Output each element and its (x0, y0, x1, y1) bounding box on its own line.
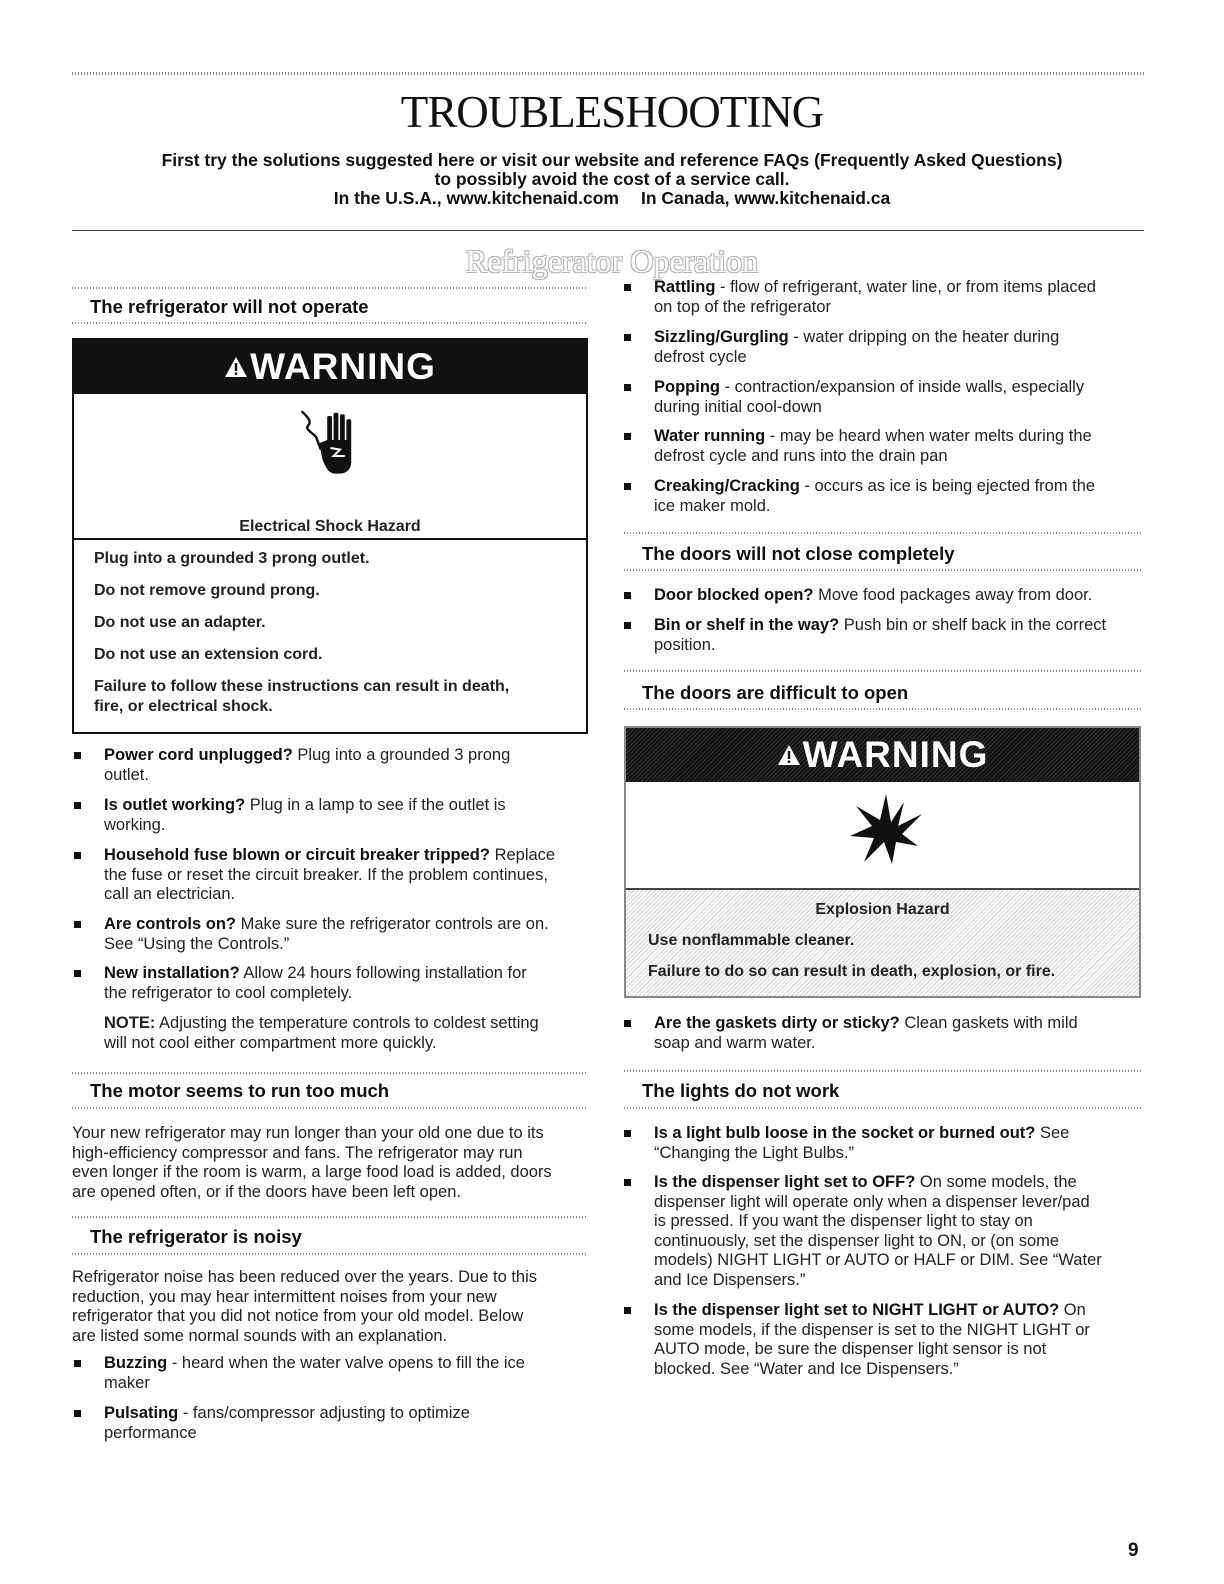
list-item: Is outlet working? Plug in a lamp to see if the outlet is working. (72, 796, 592, 835)
warning-line-4: Do not use an extension cord. (94, 646, 323, 663)
heading-rule-bottom (624, 708, 1141, 710)
list-item: New installation? Allow 24 hours following installation for the refrigerator to cool completely. (72, 964, 592, 1003)
list-item: Pulsating - fans/compressor adjusting to optimize performance (72, 1404, 592, 1443)
warning-label: WARNING (802, 734, 989, 775)
warning-banner (74, 340, 586, 394)
list-item: Are the gaskets dirty or sticky? Clean gaskets with mild soap and warm water. (622, 1014, 1152, 1053)
warning-banner (626, 728, 1139, 782)
explosion-icon-area (626, 782, 1139, 890)
warning-line-3: Do not use an adapter. (94, 614, 266, 631)
electrical-warning-box (72, 338, 588, 734)
heading-rule-top (72, 1216, 588, 1218)
heading-rule-bottom (72, 1253, 588, 1255)
heading-not-operate: The refrigerator will not operate (90, 296, 369, 317)
heading-doors-open: The doors are difficult to open (642, 682, 909, 703)
heading-rule-bottom (72, 1107, 588, 1109)
intro-line-1: First try the solutions suggested here or visit our website and reference FAQs (Frequently Asked Questions) (161, 150, 1063, 170)
heading-rule-top (624, 532, 1141, 534)
list-item: Are controls on? Make sure the refrigerator controls are on. See “Using the Controls.” (72, 915, 592, 954)
page-number: 9 (1128, 1540, 1139, 1561)
warning-triangle-icon (777, 744, 801, 766)
heading-rule-top (624, 1070, 1141, 1072)
list-item: Sizzling/Gurgling - water dripping on the heater during defrost cycle (622, 328, 1152, 367)
heading-motor: The motor seems to run too much (90, 1080, 390, 1101)
explosion-icon (846, 792, 926, 872)
hazard-title: Electrical Shock Hazard (239, 518, 421, 535)
hazard-title: Explosion Hazard (815, 901, 950, 918)
list-item: Creaking/Cracking - occurs as ice is being ejected from the ice maker mold. (622, 477, 1152, 516)
heading-doors-close: The doors will not close completely (642, 543, 955, 564)
note-paragraph: NOTE: Adjusting the temperature controls to coldest setting will not cool either compartment more quickly. (104, 1014, 539, 1052)
list-item: Bin or shelf in the way? Push bin or shelf back in the correct position. (622, 616, 1152, 655)
list-item: Rattling - flow of refrigerant, water line, or from items placed on top of the refrigerator (622, 278, 1152, 317)
list-item: Popping - contraction/expansion of inside walls, especially during initial cool-down (622, 378, 1152, 417)
heading-rule-top (72, 1072, 588, 1074)
warning-line-1: Plug into a grounded 3 prong outlet. (94, 550, 370, 567)
electrical-shock-icon (300, 404, 364, 484)
top-dotted-rule (72, 72, 1144, 75)
list-item: Buzzing - heard when the water valve opens to fill the ice maker (72, 1354, 592, 1393)
note-label: NOTE: (104, 1014, 156, 1032)
motor-paragraph: Your new refrigerator may run longer than your old one due to its high-efficiency compressor and fans. The refrigerator may run even longer if the room is warm, a large food load is added, doors are opened often, or if the doors have been left open. (72, 1124, 552, 1201)
heading-rule-top (624, 670, 1141, 672)
usa-website: In the U.S.A., www.kitchenaid.com (333, 188, 619, 208)
intro-line-2: to possibly avoid the cost of a service call. (434, 169, 790, 189)
list-item: Door blocked open? Move food packages away from door. (622, 586, 1152, 606)
heading-noisy: The refrigerator is noisy (90, 1226, 302, 1247)
warning-consequence-2: fire, or electrical shock. (94, 698, 273, 715)
header-divider (72, 230, 1144, 231)
page-title: TROUBLESHOOTING (400, 87, 824, 137)
heading-rule-bottom (72, 322, 588, 324)
explosion-warning-box (624, 726, 1141, 998)
warning-line-2: Do not remove ground prong. (94, 582, 320, 599)
list-item: Power cord unplugged? Plug into a grounded 3 prong outlet. (72, 746, 592, 785)
list-item: Is a light bulb loose in the socket or burned out? See “Changing the Light Bulbs.” (622, 1124, 1152, 1163)
list-item: Is the dispenser light set to NIGHT LIGHT or AUTO? On some models, if the dispenser is set to the NIGHT LIGHT or AUTO mode, be sure the dispenser light sensor is not blocked. See “Water and Ice Dispensers.” (622, 1301, 1152, 1379)
noisy-paragraph: Refrigerator noise has been reduced over the years. Due to this reduction, you may hear intermittent noises from your new refrigerator that you did not notice from your old model. Below are listed some normal sounds with an explanation. (72, 1268, 538, 1345)
intro-line-3 (0, 188, 1224, 208)
warning-consequence-1: Failure to follow these instructions can result in death, (94, 678, 510, 695)
list-item: Is the dispenser light set to OFF? On some models, the dispenser light will operate only when a dispenser lever/pad is pressed. If you want the dispenser light to stay on continuously, set the dispenser light to ON, or (on some models) NIGHT LIGHT or AUTO or HALF or DIM. See “Water and Ice Dispensers.” (622, 1173, 1152, 1290)
list-item: Water running - may be heard when water melts during the defrost cycle and runs into the drain pan (622, 427, 1152, 466)
list-item: Household fuse blown or circuit breaker tripped? Replace the fuse or reset the circuit breaker. If the problem continues, call an electrician. (72, 846, 592, 905)
warning-line-2: Failure to do so can result in death, explosion, or fire. (648, 963, 1056, 980)
canada-website: In Canada, www.kitchenaid.ca (640, 188, 891, 208)
heading-rule-bottom (624, 569, 1141, 571)
warning-line-1: Use nonflammable cleaner. (648, 932, 855, 949)
heading-rule-top (72, 287, 588, 289)
warning-label: WARNING (250, 346, 436, 387)
heading-lights: The lights do not work (642, 1080, 840, 1101)
warning-triangle-icon (224, 356, 248, 378)
section-title: Refrigerator Operation (465, 243, 759, 279)
heading-rule-bottom (624, 1107, 1141, 1109)
